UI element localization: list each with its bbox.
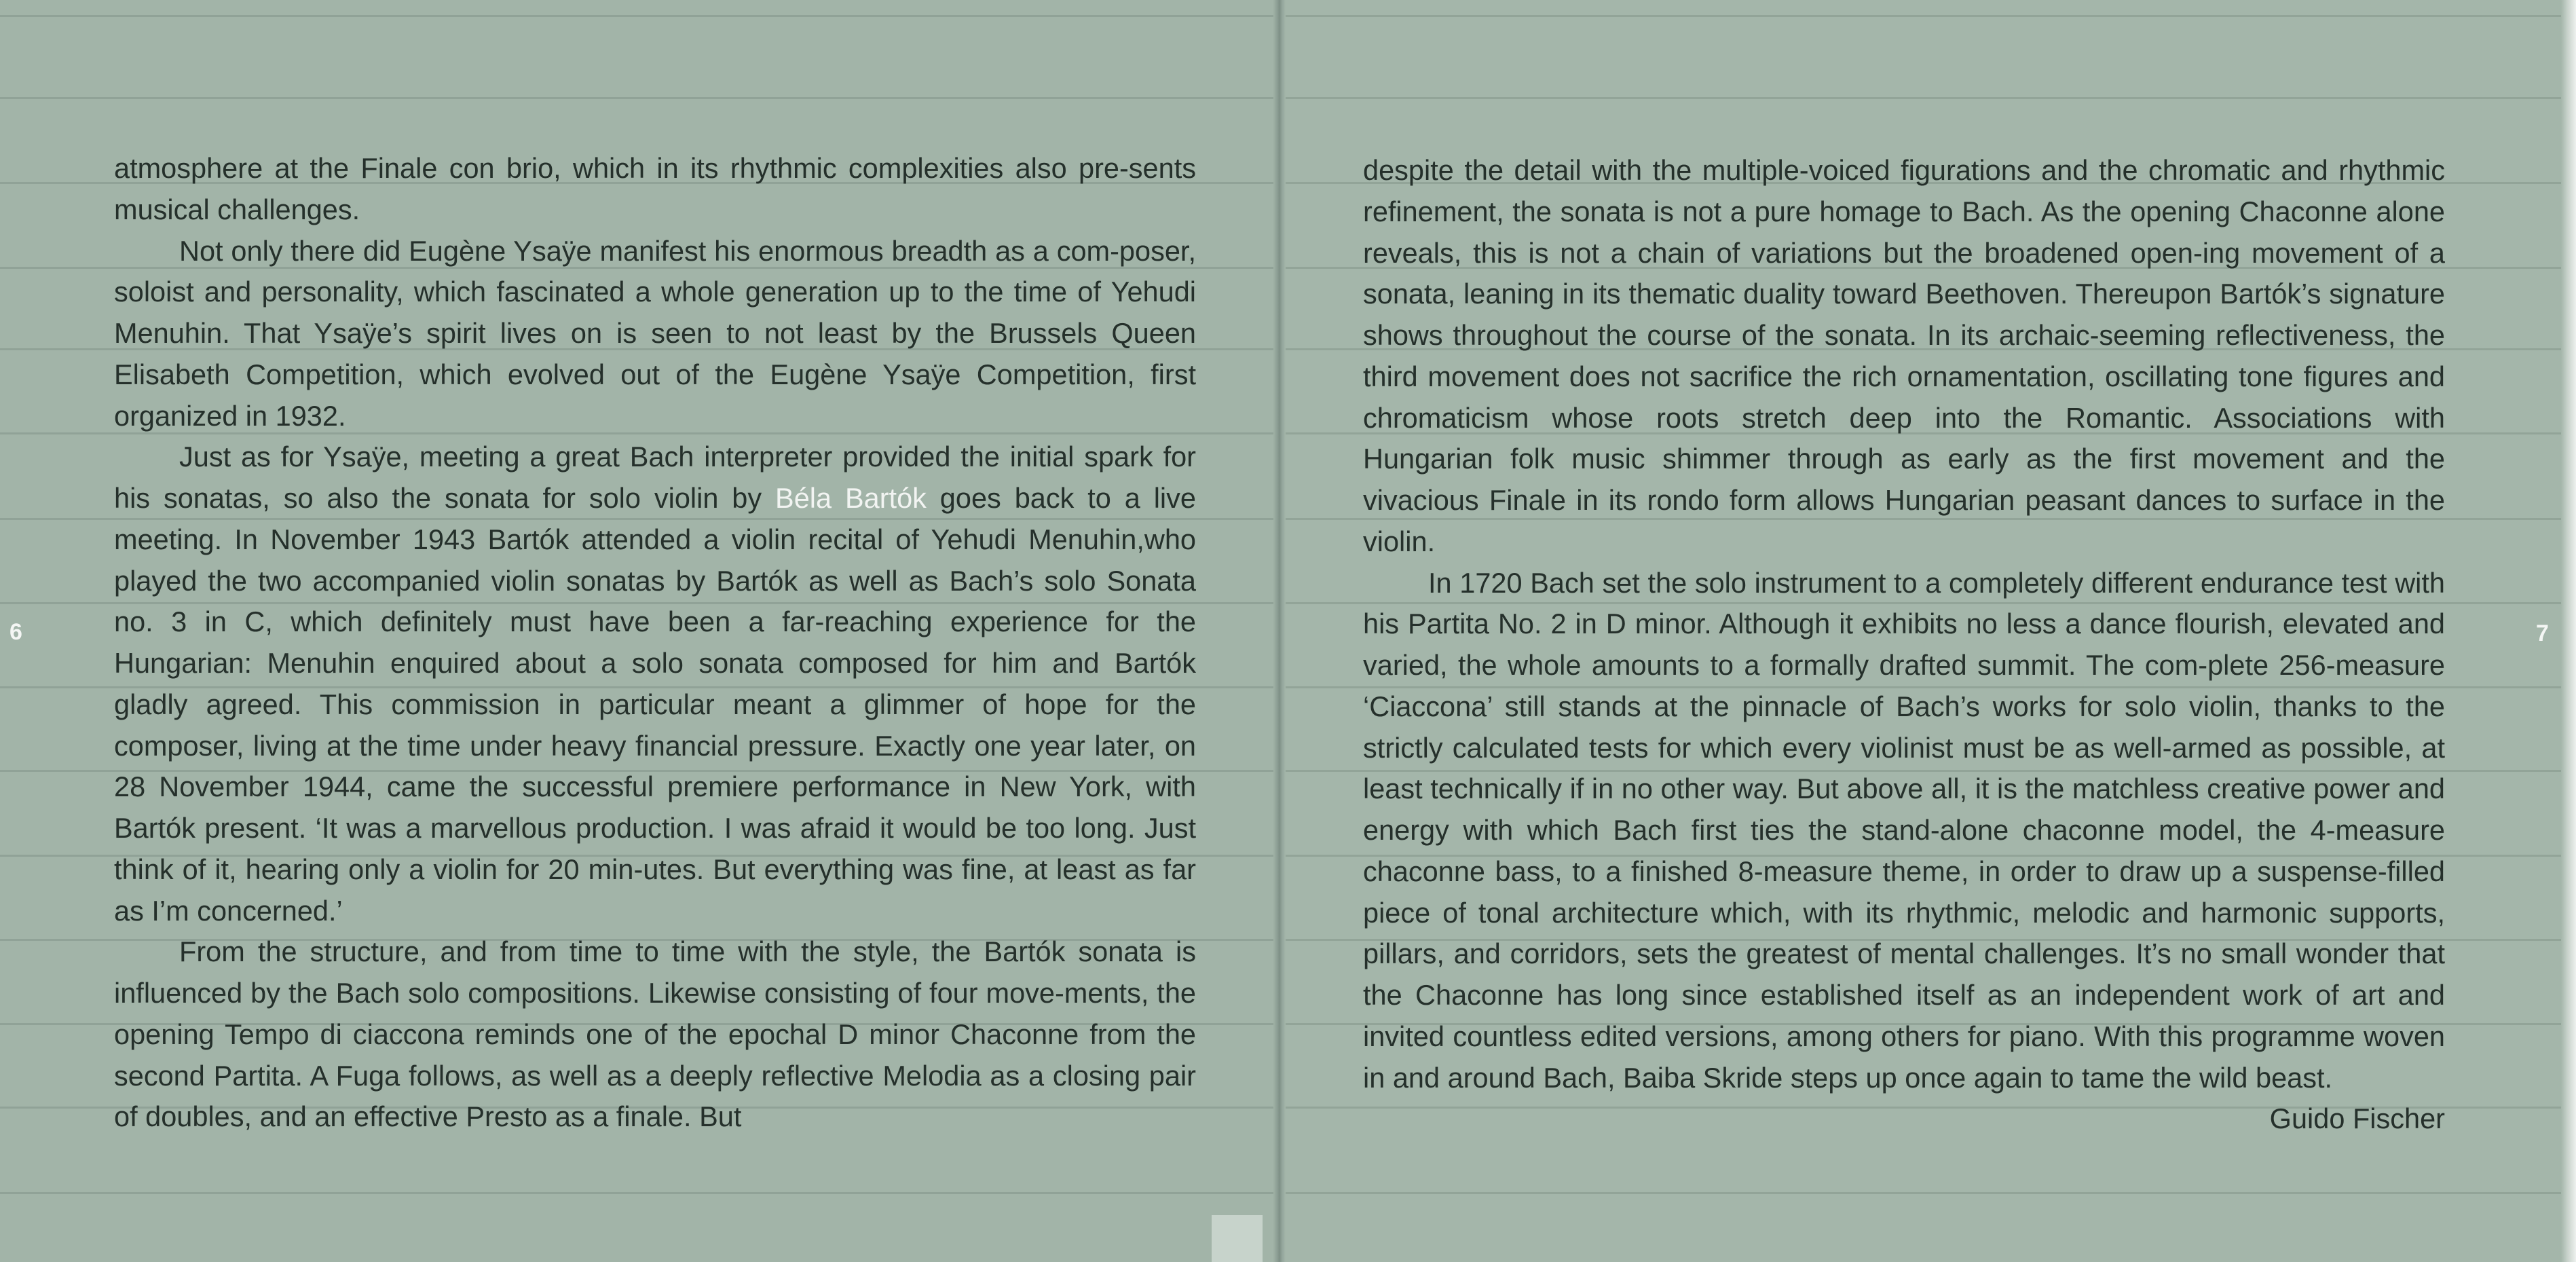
page-number-right: 7 xyxy=(2536,620,2549,646)
ruled-line xyxy=(0,1192,2576,1194)
right-text-column xyxy=(1363,150,2445,1140)
paragraph: atmosphere at the Finale con brio, which in its rhythmic complexities also pre-sents musical challenges. xyxy=(114,152,1196,225)
paragraph: despite the detail with the multiple-voiced figurations and the chromatic and rhythmic refinement, the sonata is not a pure homage to Bach. As the opening Chaconne alone reveals, this is not a chain of variations but the broadened open-ing movement of a sonata, leaning in its thematic duality toward Beethoven. Thereupon Bartók’s signature shows throughout the course of the sonata. In its archaic-seeming reflectiveness, the third movement does not sacrifice the rich ornamentation, oscillating tone figures and chromaticism whose roots stretch deep into the Romantic. Associations with Hungarian folk music shimmer through as early as the first movement and the vivacious Finale in its rondo form allows Hungarian peasant dances to surface in the violin. xyxy=(1363,154,2445,557)
ruled-line xyxy=(0,97,2576,99)
paragraph-text: Just as for Ysaÿe, meeting a great Bach interpreter provided the initial spark for his sonatas, so also the sonata for solo violin by xyxy=(114,441,1196,514)
page-number-left: 6 xyxy=(10,619,22,645)
page-edge xyxy=(2561,0,2576,1262)
highlighted-name: Béla Bartók xyxy=(775,482,927,514)
paragraph: Not only there did Eugène Ysaÿe manifest his enormous breadth as a com-poser, soloist and personality, which fascinated a whole generation up to the time of Yehudi Menuhin. That Ysaÿe’s spirit lives on is seen to not least by the Brussels Queen Elisabeth Competition, which evolved out of the Eugène Ysaÿe Competition, first organized in 1932. xyxy=(114,234,1196,432)
ruled-line xyxy=(0,15,2576,17)
book-spine xyxy=(1273,0,1286,1262)
paragraph-text: goes back to a live meeting. In November 1943 Bartók attended a violin recital of Yehudi Menuhin,who played the two accompanied violin sonatas by Bartók as well as Bach’s solo Sonata no. 3 in C, which definitely must have been a far-reaching experience for the Hungarian: Menuhin enquired about a solo sonata composed for him and Bartók gladly agreed. This commission in particular meant a glimmer of hope for the composer, living at the time under heavy financial pressure. Exactly one year later, on 28 November 1944, came the successful premiere performance in New York, with Bartók present. ‘It was a marvellous production. I was afraid it would be too long. Just think of it, hearing only a violin for 20 min-utes. But everything was fine, at least as far as I’m concerned.’ xyxy=(114,482,1196,927)
paragraph-text: In 1720 Bach set the solo instrument to a completely different endurance test with his Partita No. 2 in D minor. Although it exhibits no less a dance flourish, elevated and varied, the whole amounts to a formally drafted summit. The com-plete 256-measure ‘Ciaccona’ still stands at the pinnacle of Bach’s works for solo violin, thanks to the strictly calculated tests for which every violinist must be as well-armed as possible, at least technically if in no other way. But above all, it is the matchless creative power and energy with which Bach first ties the stand-alone chaconne model, the 4-measure chaconne bass, to a finished 8-measure theme, in order to draw up a suspense-filled piece of tonal architecture which, with its rhythmic, melodic and harmonic supports, pillars, and corridors, sets the greatest of mental challenges. It’s no small wonder that the Chaconne has long since established itself as an independent work of art and invited countless edited versions, among others for piano. With this programme woven in and around Bach, Baiba Skride steps up once again to tame the wild beast. xyxy=(1363,566,2445,1094)
author-signature: Guido Fischer xyxy=(2269,1102,2445,1135)
paragraph: From the structure, and from time to time with the style, the Bartók sonata is influenced by the Bach solo compositions. Likewise consisting of four move-ments, the opening Tempo di ciaccona reminds one of the epochal D minor Chaconne from the second Partita. A Fuga follows, as well as a deeply reflective Melodia as a closing pair of doubles, and an effective Presto as a finale. But xyxy=(114,935,1196,1133)
paragraph xyxy=(114,437,1196,931)
left-text-column xyxy=(114,148,1196,1138)
paragraph xyxy=(1363,563,2445,1135)
scan-glare xyxy=(1212,1215,1263,1262)
